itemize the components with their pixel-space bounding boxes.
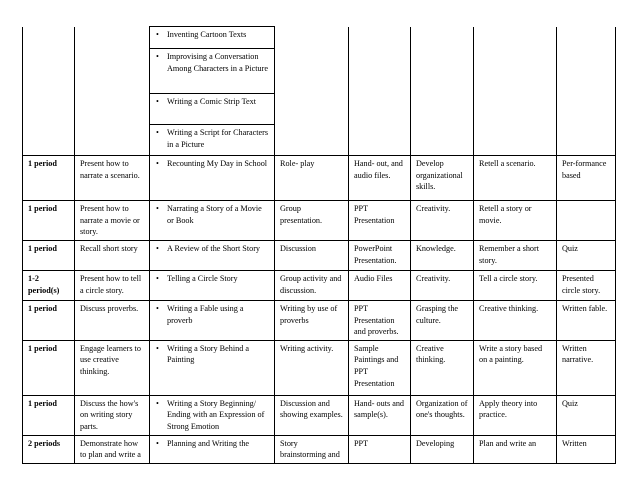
cell-materials: PPT Presentation [349, 201, 411, 241]
cell-time: 1 period [23, 340, 75, 395]
table-cell: • Writing a Script for Characters in a Picture [150, 125, 275, 156]
cell-strategy: Discussion and showing examples. [275, 395, 349, 435]
table-cell [349, 27, 411, 156]
cell-activity: • Narrating a Story of a Movie or Book [150, 201, 275, 241]
cell-objective: Present how to narrate a scenario. [75, 156, 150, 201]
cell-values: Creativity. [411, 270, 474, 300]
bullet-icon: • [156, 243, 159, 253]
cell-strategy: Role- play [275, 156, 349, 201]
table-cell [275, 27, 349, 156]
cell-objective: Demonstrate how to plan and write a [75, 435, 150, 463]
cell-objective: Engage learners to use creative thinking. [75, 340, 150, 395]
bullet-icon: • [156, 159, 159, 168]
table-cell [23, 27, 75, 156]
cell-time: 1 period [23, 300, 75, 340]
cell-materials: Audio Files [349, 270, 411, 300]
cell-assessment: Written narrative. [557, 340, 616, 395]
cell-activity: • Recounting My Day in School [150, 156, 275, 201]
cell-time: 1 period [23, 156, 75, 201]
cell-values: Develop organizational skills. [411, 156, 474, 201]
cell-assessment: Quiz [557, 395, 616, 435]
cell-activity: • Writing a Fable using a proverb [150, 300, 275, 340]
cell-materials: Hand- out, and audio files. [349, 156, 411, 201]
cell-materials: Hand- outs and sample(s). [349, 395, 411, 435]
cell-activity: • Writing a Story Beginning/ Ending with an Expression of Strong Emotion [150, 395, 275, 435]
cell-objective: Present how to tell a circle story. [75, 270, 150, 300]
cell-strategy: Writing activity. [275, 340, 349, 395]
cell-materials: PPT [349, 435, 411, 463]
cell-activity: • Telling a Circle Story [150, 270, 275, 300]
cell-values: Organization of one's thoughts. [411, 395, 474, 435]
table-cell: • Inventing Cartoon Texts [150, 27, 275, 49]
cell-outcome: Write a story based on a painting. [474, 340, 557, 395]
cell-outcome: Retell a scenario. [474, 156, 557, 201]
table-row [23, 300, 616, 340]
table-row [23, 27, 616, 49]
table-cell [75, 27, 150, 156]
table-row [23, 435, 616, 463]
table-row [23, 340, 616, 395]
cell-assessment: Per-formance based [557, 156, 616, 201]
cell-time: 1 period [23, 395, 75, 435]
cell-objective: Discuss proverbs. [75, 300, 150, 340]
table-row [23, 395, 616, 435]
cell-assessment: Quiz [557, 240, 616, 270]
bullet-icon: • [156, 97, 159, 106]
cell-strategy: Writing by use of proverbs [275, 300, 349, 340]
cell-assessment: Written [557, 435, 616, 463]
cell-assessment [557, 201, 616, 241]
cell-time: 1 period [23, 240, 75, 270]
cell-materials: Sample Paintings and PPT Presentation [349, 340, 411, 395]
cell-time: 2 periods [23, 435, 75, 463]
cell-strategy: Group activity and discussion. [275, 270, 349, 300]
cell-activity: • A Review of the Short Story [150, 240, 275, 270]
cell-activity: • Planning and Writing the [150, 435, 275, 463]
table-row [23, 201, 616, 241]
bullet-icon: • [156, 128, 159, 137]
table-row [23, 156, 616, 201]
table-cell [557, 27, 616, 156]
cell-objective: Discuss the how's on writing story parts. [75, 395, 150, 435]
cell-outcome: Tell a circle story. [474, 270, 557, 300]
cell-values: Grasping the culture. [411, 300, 474, 340]
cell-objective: Recall short story [75, 240, 150, 270]
cell-outcome: Retell a story or movie. [474, 201, 557, 241]
table-cell [474, 27, 557, 156]
table-cell: • Writing a Comic Strip Text [150, 94, 275, 125]
cell-outcome: Creative thinking. [474, 300, 557, 340]
cell-outcome: Plan and write an [474, 435, 557, 463]
cell-values: Knowledge. [411, 240, 474, 270]
cell-values: Creative thinking. [411, 340, 474, 395]
cell-time: 1 period [23, 201, 75, 241]
cell-strategy: Group presentation. [275, 201, 349, 241]
cell-activity: • Writing a Story Behind a Painting [150, 340, 275, 395]
table-cell [411, 27, 474, 156]
cell-time: 1-2 period(s) [23, 270, 75, 300]
cell-outcome: Apply theory into practice. [474, 395, 557, 435]
table-row [23, 240, 616, 270]
bullet-icon: • [156, 438, 159, 448]
cell-outcome: Remember a short story. [474, 240, 557, 270]
cell-strategy: Discussion [275, 240, 349, 270]
cell-values: Developing [411, 435, 474, 463]
cell-materials: PowerPoint Presentation. [349, 240, 411, 270]
bullet-icon: • [156, 398, 159, 408]
cell-values: Creativity. [411, 201, 474, 241]
bullet-icon: • [156, 273, 159, 283]
cell-materials: PPT Presentation and proverbs. [349, 300, 411, 340]
bullet-icon: • [156, 204, 159, 213]
cell-assessment: Written fable. [557, 300, 616, 340]
bullet-icon: • [156, 303, 159, 313]
cell-assessment: Presented circle story. [557, 270, 616, 300]
bullet-icon: • [156, 52, 159, 61]
bullet-icon: • [156, 30, 159, 39]
table-row [23, 270, 616, 300]
cell-strategy: Story brainstorming and [275, 435, 349, 463]
bullet-icon: • [156, 343, 159, 353]
cell-objective: Present how to narrate a movie or story. [75, 201, 150, 241]
table-cell: • Improvising a Conversation Among Characters in a Picture [150, 49, 275, 94]
lesson-plan-table [22, 26, 616, 464]
